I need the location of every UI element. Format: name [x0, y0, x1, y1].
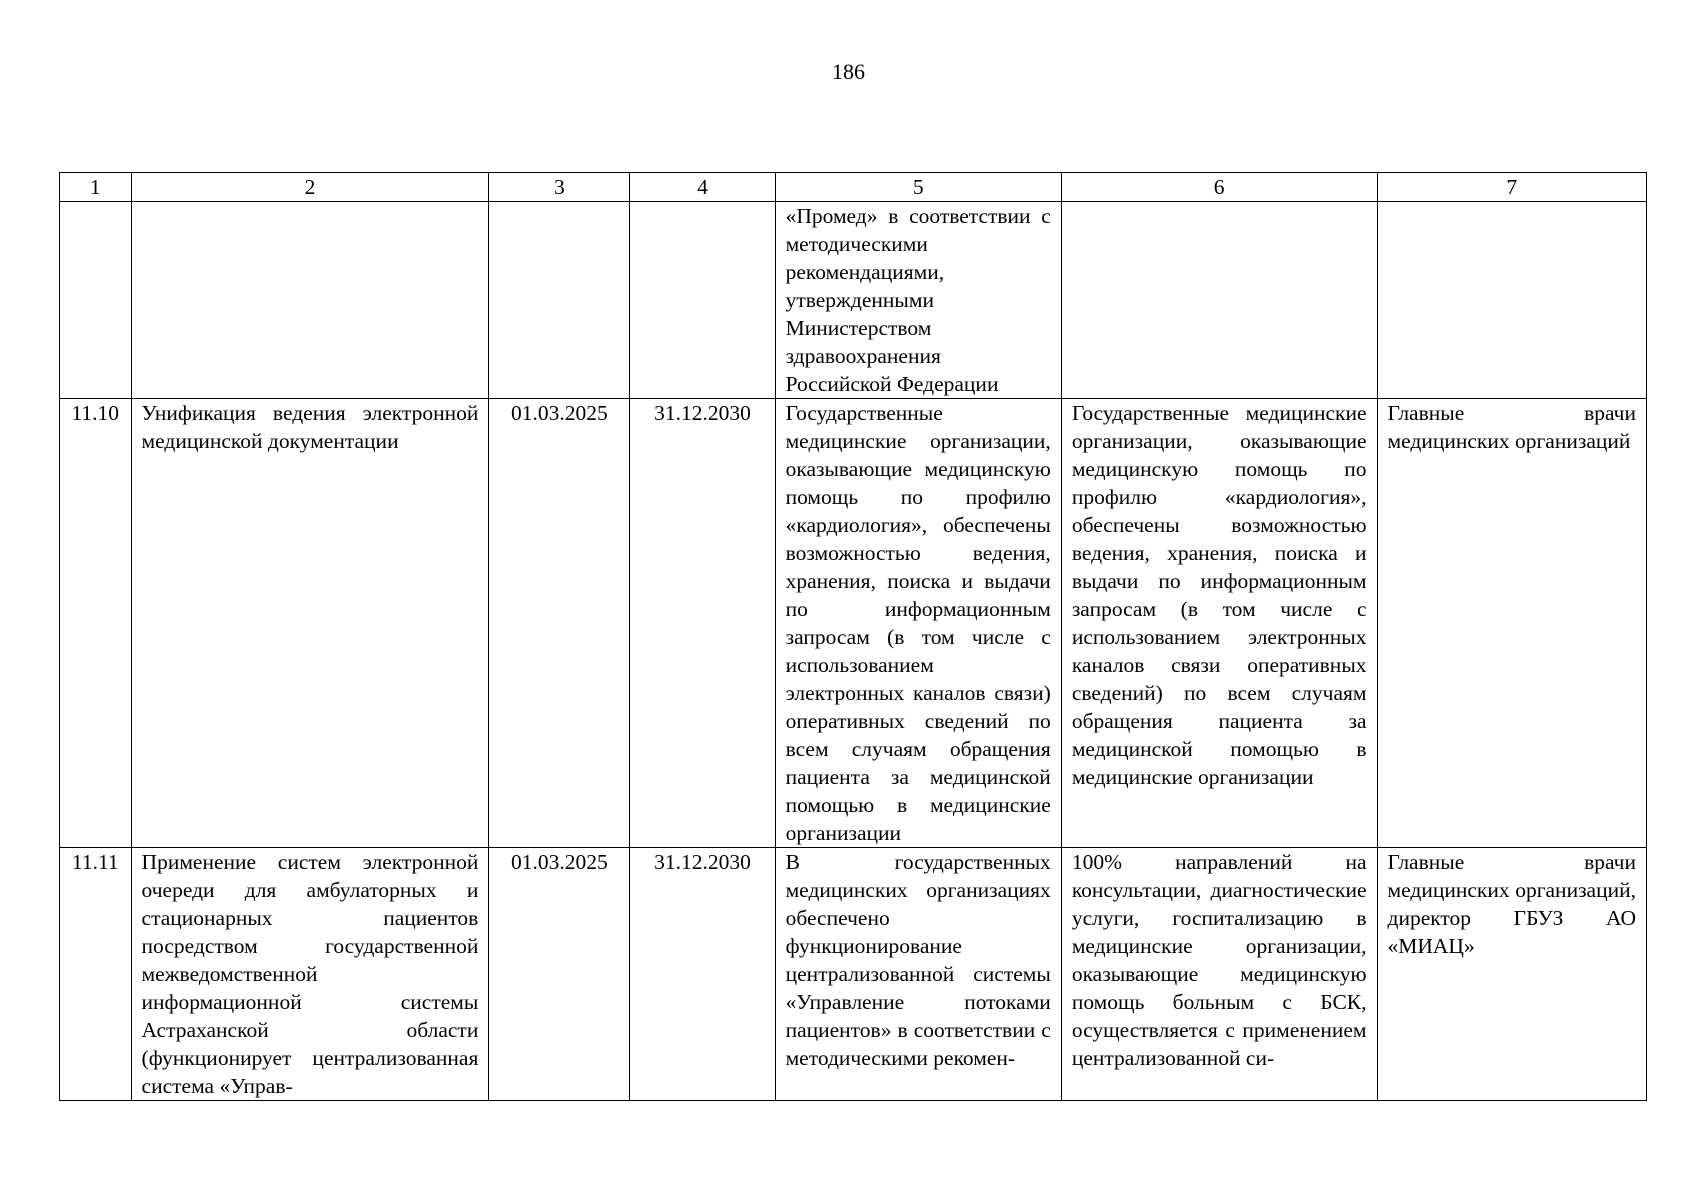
expected-result: Государственные медицинские организации, оказывающие медицинскую помощь по профилю «кардиология», обеспечены возможностью ведения, хранения, поиска и выдачи по информационным запросам (в том числе с использованием электронных каналов связи) оперативных сведений по всем случаям обращения пациента за медицинской помощью в медицинские организации [775, 399, 1061, 848]
measure-name: Унификация ведения электронной медицинской документации [131, 399, 489, 848]
header-row [60, 173, 1647, 202]
measure-name [131, 202, 489, 399]
col-header-7: 7 [1377, 173, 1646, 202]
responsible: Главные врачи медицинских организаций [1377, 399, 1646, 848]
start-date: 01.03.2025 [489, 848, 630, 1101]
responsible [1377, 202, 1646, 399]
end-date: 31.12.2030 [630, 848, 775, 1101]
end-date [630, 202, 775, 399]
col-header-6: 6 [1061, 173, 1377, 202]
end-date: 31.12.2030 [630, 399, 775, 848]
indicator [1061, 202, 1377, 399]
expected-result: В государственных медицинских организациях обеспечено функционирование централизованной системы «Управление потоками пациентов» в соответствии с методическими рекомен- [775, 848, 1061, 1101]
table-row [60, 399, 1647, 848]
row-number [60, 202, 132, 399]
col-header-1: 1 [60, 173, 132, 202]
start-date [489, 202, 630, 399]
start-date: 01.03.2025 [489, 399, 630, 848]
page-number: 186 [832, 59, 865, 84]
col-header-2: 2 [131, 173, 489, 202]
col-header-3: 3 [489, 173, 630, 202]
col-header-4: 4 [630, 173, 775, 202]
table-row [60, 202, 1647, 399]
row-number: 11.11 [60, 848, 132, 1101]
table-row [60, 848, 1647, 1101]
measures-table [59, 172, 1647, 1101]
indicator: Государственные медицинские организации, оказывающие медицинскую помощь по профилю «кардиология», обеспечены возможностью ведения, хранения, поиска и выдачи по информационным запросам (в том числе с использованием электронных каналов связи оперативных сведений) по всем случаям обращения пациента за медицинской помощью в медицинские организации [1061, 399, 1377, 848]
indicator: 100% направлений на консультации, диагностические услуги, госпитализацию в медицинские организации, оказывающие медицинскую помощь больным с БСК, осуществляется с применением централизованной си- [1061, 848, 1377, 1101]
measure-name: Применение систем электронной очереди для амбулаторных и стационарных пациентов посредством государственной межведомственной информационной системы Астраханской области (функционирует централизованная система «Управ- [131, 848, 489, 1101]
expected-result: «Промед» в соответствии с методическими рекомендациями, утвержденными Министерством здравоохранения Российской Федерации [775, 202, 1061, 399]
responsible: Главные врачи медицинских организаций, директор ГБУЗ АО «МИАЦ» [1377, 848, 1646, 1101]
col-header-5: 5 [775, 173, 1061, 202]
row-number: 11.10 [60, 399, 132, 848]
